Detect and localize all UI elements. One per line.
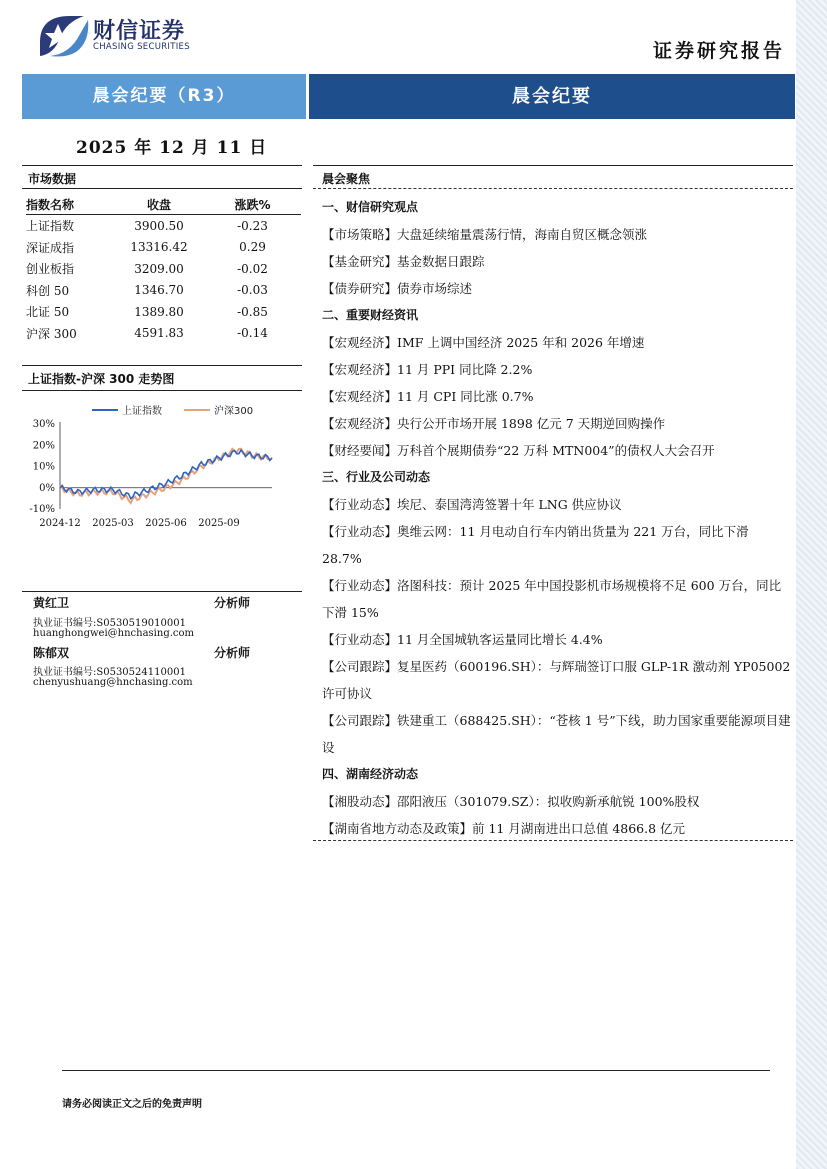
logo-text-en: CHASING SECURITIES xyxy=(93,42,190,52)
y-tick-label: 10% xyxy=(32,461,55,473)
table-row xyxy=(26,280,301,302)
series-line-2 xyxy=(60,449,272,503)
x-tick-label: 2025-03 xyxy=(92,518,134,529)
close-value: 13316.42 xyxy=(130,240,188,255)
x-tick-label: 2025-09 xyxy=(198,518,240,529)
news-item[interactable]: 【行业动态】奥维云网：11 月电动自行车内销出货量为 221 万台，同比下滑 28.7% xyxy=(322,524,749,566)
analyst-email[interactable]: chenyushuang@hnchasing.com xyxy=(33,677,193,688)
column-header: 指数名称 xyxy=(26,194,114,215)
report-type: 证券研究报告 xyxy=(652,40,785,62)
index-name: 深证成指 xyxy=(26,240,75,255)
y-tick-label: -10% xyxy=(29,504,55,515)
index-name: 创业板指 xyxy=(26,262,75,277)
change-value: -0.85 xyxy=(237,304,268,319)
news-item[interactable]: 【宏观经济】11 月 CPI 同比涨 0.7% xyxy=(322,389,534,404)
legend-label: 上证指数 xyxy=(122,406,162,417)
news-item[interactable]: 【宏观经济】IMF 上调中国经济 2025 年和 2026 年增速 xyxy=(322,335,645,350)
table-row xyxy=(26,237,301,259)
analyst-role: 分析师 xyxy=(214,596,251,610)
news-item[interactable]: 【湘股动态】邵阳液压（301079.SZ）：拟收购新承航锐 100%股权 xyxy=(322,794,700,809)
news-item[interactable]: 【行业动态】埃尼、泰国湾湾签署十年 LNG 供应协议 xyxy=(322,497,622,512)
market-data-table xyxy=(26,194,301,344)
analyst-role: 分析师 xyxy=(214,646,251,660)
change-value: -0.02 xyxy=(237,261,268,276)
logo-text-cn: 财信证券 xyxy=(93,19,186,44)
change-value: 0.29 xyxy=(239,240,266,255)
change-value: -0.14 xyxy=(237,326,268,341)
section-heading: 四、湖南经济动态 xyxy=(322,767,419,781)
section-heading: 一、财信研究观点 xyxy=(322,200,419,214)
x-tick-label: 2024-12 xyxy=(39,518,81,529)
news-item[interactable]: 【财经要闻】万科首个展期债券“22 万科 MTN004”的债权人大会召开 xyxy=(322,443,715,458)
series-line-1 xyxy=(60,450,272,499)
table-row xyxy=(26,215,301,237)
banner-left: 晨会纪要（R3） xyxy=(22,74,306,119)
change-value: -0.03 xyxy=(237,283,268,298)
dashed-divider xyxy=(313,840,793,841)
legend-label: 沪深300 xyxy=(214,406,254,417)
news-item[interactable]: 【宏观经济】央行公开市场开展 1898 亿元 7 天期逆回购操作 xyxy=(322,416,666,431)
divider xyxy=(22,165,302,166)
logo-emblem-icon xyxy=(36,12,92,60)
close-value: 1346.70 xyxy=(134,283,184,298)
dashed-divider xyxy=(313,188,793,189)
chart-title: 上证指数-沪深 300 走势图 xyxy=(28,372,175,386)
focus-title: 晨会聚焦 xyxy=(322,172,371,186)
section-heading: 三、行业及公司动态 xyxy=(322,470,431,484)
news-item[interactable]: 【基金研究】基金数据日跟踪 xyxy=(322,254,485,269)
y-tick-label: 20% xyxy=(32,440,55,452)
y-tick-label: 30% xyxy=(32,419,55,430)
x-tick-label: 2025-06 xyxy=(145,518,187,529)
index-name: 沪深 300 xyxy=(26,326,77,341)
table-row xyxy=(26,301,301,323)
column-header: 涨跌% xyxy=(204,194,301,215)
y-tick-label: 0% xyxy=(39,482,55,494)
table-header-row xyxy=(26,194,301,215)
close-value: 3209.00 xyxy=(134,261,184,276)
news-item[interactable]: 【行业动态】11 月全国城轨客运量同比增长 4.4% xyxy=(322,632,603,647)
index-name: 上证指数 xyxy=(26,219,75,234)
news-item[interactable]: 【公司跟踪】铁建重工（688425.SH）：“苍核 1 号”下线，助力国家重要能源项目建设 xyxy=(322,713,791,755)
index-name: 科创 50 xyxy=(26,283,70,298)
side-decoration xyxy=(796,0,827,1169)
banner-right: 晨会纪要 xyxy=(309,74,795,119)
news-item[interactable]: 【公司跟踪】复星医药（600196.SH）：与辉瑞签订口服 GLP-1R 激动剂 YP05002 许可协议 xyxy=(322,659,791,701)
divider xyxy=(313,165,793,166)
news-item[interactable]: 【债券研究】债券市场综述 xyxy=(322,281,473,296)
analyst-name: 黄红卫 xyxy=(33,596,70,610)
analyst-license: 执业证书编号:S0530524110001 xyxy=(33,667,186,678)
footer-divider xyxy=(62,1070,770,1071)
news-item[interactable]: 【市场策略】大盘延续缩量震荡行情，海南自贸区概念领涨 xyxy=(322,227,648,242)
close-value: 1389.80 xyxy=(134,304,184,319)
news-item[interactable]: 【行业动态】洛图科技：预计 2025 年中国投影机市场规模将不足 600 万台，同比下滑 15% xyxy=(322,578,782,620)
report-date: 2025 年 12 月 11 日 xyxy=(76,138,268,158)
news-item[interactable]: 【湖南省地方动态及政策】前 11 月湖南进出口总值 4866.8 亿元 xyxy=(322,821,686,836)
news-item[interactable]: 【宏观经济】11 月 PPI 同比降 2.2% xyxy=(322,362,533,377)
divider xyxy=(22,591,302,592)
market-data-title: 市场数据 xyxy=(28,172,77,186)
analyst-name: 陈郁双 xyxy=(33,646,70,660)
news-list xyxy=(322,194,792,842)
divider xyxy=(22,365,302,366)
change-value: -0.23 xyxy=(237,218,268,233)
table-row xyxy=(26,323,301,345)
table-row xyxy=(26,258,301,280)
divider xyxy=(22,188,302,189)
close-value: 4591.83 xyxy=(134,326,184,341)
disclaimer-note: 请务必阅读正文之后的免责声明 xyxy=(62,1099,202,1110)
trend-chart xyxy=(22,398,302,532)
analyst-email[interactable]: huanghongwei@hnchasing.com xyxy=(33,628,195,639)
index-name: 北证 50 xyxy=(26,305,70,320)
analyst-license: 执业证书编号:S0530519010001 xyxy=(33,618,186,629)
column-header: 收盘 xyxy=(114,194,204,215)
section-heading: 二、重要财经资讯 xyxy=(322,308,419,322)
close-value: 3900.50 xyxy=(134,218,184,233)
divider xyxy=(22,390,302,391)
